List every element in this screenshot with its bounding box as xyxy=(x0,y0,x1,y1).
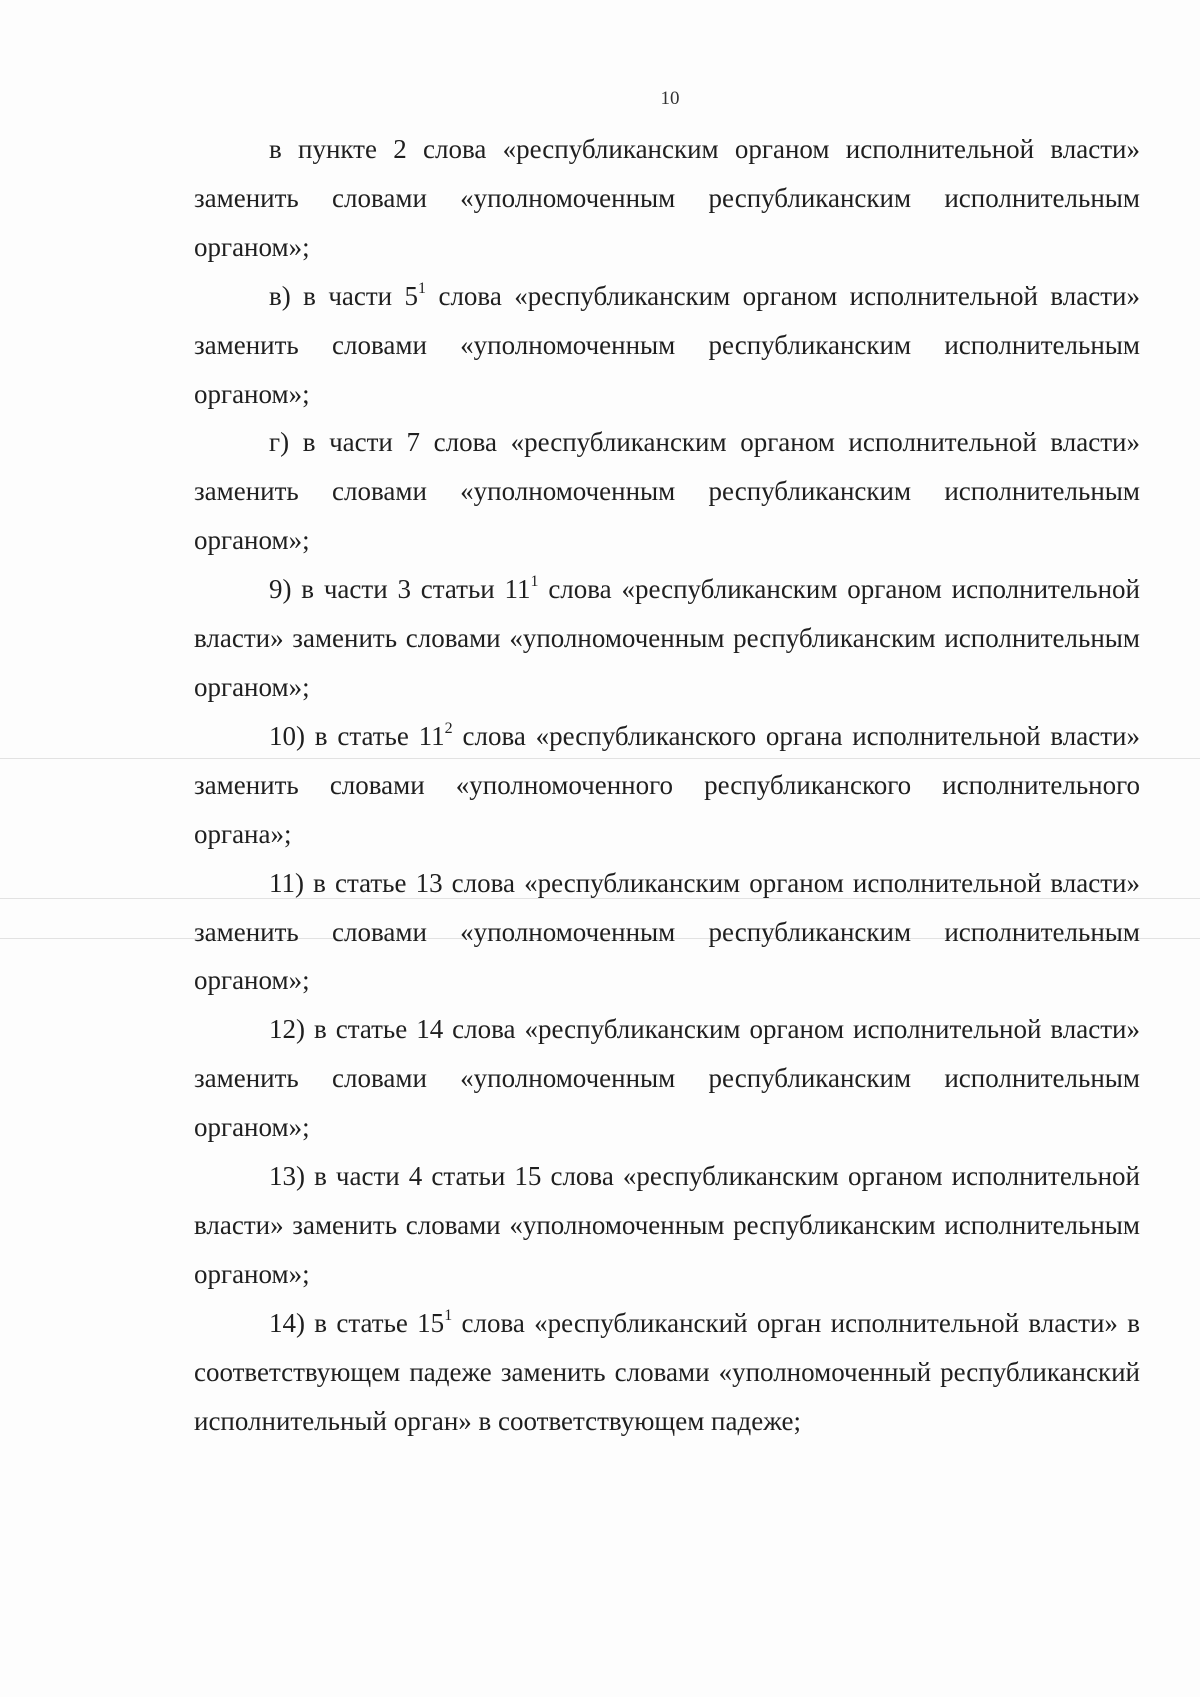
paragraph xyxy=(194,712,1140,859)
paragraph xyxy=(194,859,1140,1006)
paragraph xyxy=(194,125,1140,272)
paragraph-text: в) в части 5 xyxy=(269,280,419,311)
paragraph-text: 12) в статье 14 слова «республиканским органом исполнительной власти» заменить словами «уполномоченным республиканским исполнительным органом»; xyxy=(194,1014,1140,1143)
paragraph-text: 13) в части 4 статьи 15 слова «республиканским органом исполнительной власти» заменить словами «уполномоченным республиканским исполнительным органом»; xyxy=(194,1161,1140,1289)
superscript: 1 xyxy=(530,573,539,591)
document-body xyxy=(194,125,1140,1445)
superscript: 1 xyxy=(444,1306,453,1324)
superscript: 2 xyxy=(444,719,453,737)
paragraph-text: слова «республиканского органа исполнительной власти» заменить словами «уполномоченного республиканского исполнительного органа»; xyxy=(194,720,1140,849)
paragraph-text: 14) в статье 15 xyxy=(269,1307,445,1338)
paragraph xyxy=(194,1152,1140,1299)
paragraph xyxy=(194,1005,1140,1152)
paragraph-text: 11) в статье 13 слова «республиканским органом исполнительной власти» заменить словами «уполномоченным республиканским исполнительным органом»; xyxy=(194,867,1140,996)
paragraph-text: 10) в статье 11 xyxy=(269,720,445,751)
paragraph-text: 9) в части 3 статьи 11 xyxy=(269,574,531,605)
paragraph-text: г) в части 7 слова «республиканским органом исполнительной власти» заменить словами «уполномоченным республиканским исполнительным органом»; xyxy=(194,427,1140,556)
paragraph xyxy=(194,418,1140,565)
paragraph xyxy=(194,272,1140,419)
paragraph xyxy=(194,1299,1140,1446)
paragraph-text: слова «республиканский орган исполнительной власти» в соответствующем падеже заменить словами «уполномоченный республиканский исполнительный орган» в соответствующем падеже; xyxy=(194,1307,1140,1436)
paragraph-text: в пункте 2 слова «республиканским органом исполнительной власти» заменить словами «уполномоченным республиканским исполнительным органом»; xyxy=(194,134,1140,262)
paragraph-text: слова «республиканским органом исполнительной власти» заменить словами «уполномоченным республиканским исполнительным органом»; xyxy=(194,574,1141,702)
superscript: 1 xyxy=(418,279,427,297)
paragraph xyxy=(194,565,1140,712)
page-number: 10 xyxy=(660,88,680,109)
paragraph-text: слова «республиканским органом исполнительной власти» заменить словами «уполномоченным республиканским исполнительным органом»; xyxy=(194,280,1140,409)
